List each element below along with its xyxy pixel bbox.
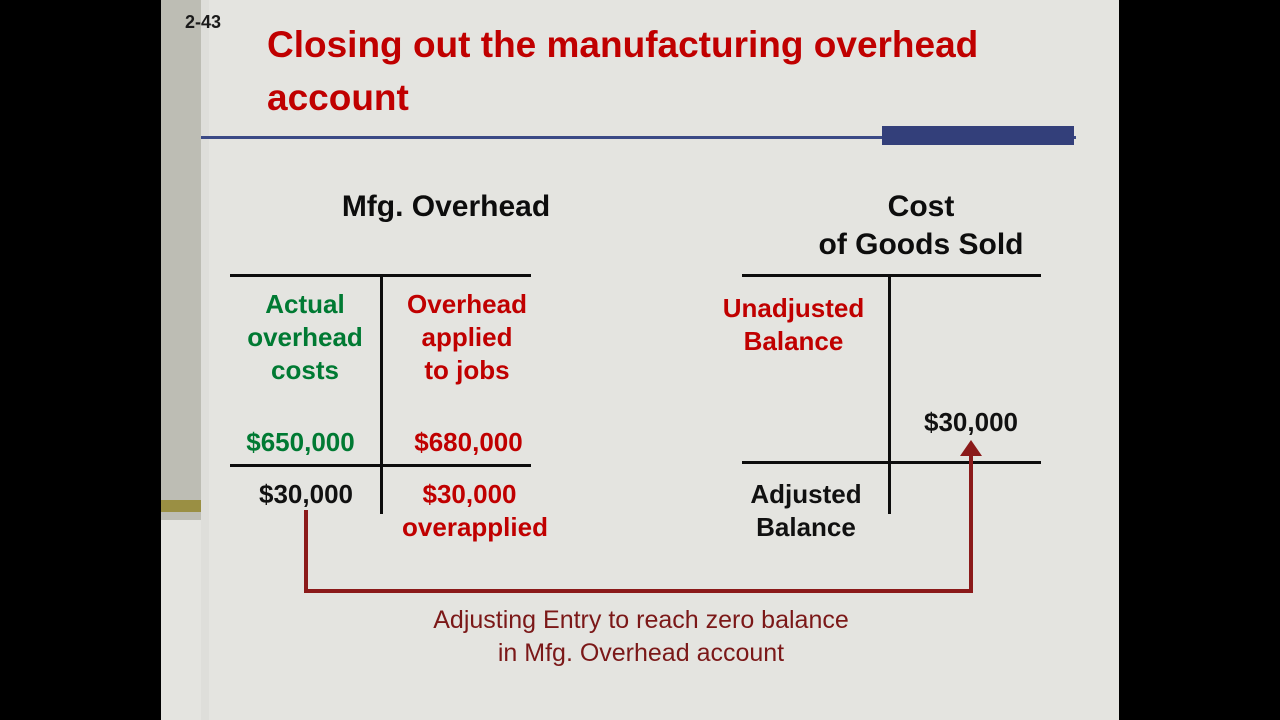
mfg-debit-label: Actual overhead costs: [247, 289, 363, 385]
mfg-adjust-debit-value: $30,000: [259, 479, 353, 509]
mfg-overhead-bottom-rule: [230, 464, 531, 467]
caption-line-2: in Mfg. Overhead account: [497, 639, 785, 667]
sidebar-band-gray: [161, 0, 201, 520]
title-divider-block: [882, 126, 1074, 145]
cogs-bottom-rule: [742, 461, 1041, 464]
mfg-overhead-heading: Mfg. Overhead: [341, 190, 551, 223]
connector-segment-down: [304, 510, 308, 593]
cogs-adjusted-label: Adjusted Balance: [750, 479, 862, 542]
cogs-unadjusted-label: Unadjusted Balance: [722, 293, 865, 356]
connector-segment-horizontal: [304, 589, 973, 593]
caption-line-1: Adjusting Entry to reach zero balance: [433, 606, 849, 634]
overapplied-note: overapplied: [402, 512, 548, 542]
connector-segment-up: [969, 452, 973, 593]
presentation-slide: [161, 0, 1119, 720]
slide-caption: [281, 604, 1001, 670]
cogs-unadjusted-amount: $30,000: [924, 407, 1018, 437]
mfg-credit-value: $680,000: [414, 427, 523, 457]
mfg-credit-label: Overhead applied to jobs: [407, 289, 527, 385]
cogs-heading: Cost of Goods Sold: [818, 190, 1024, 261]
slide-title: Closing out the manufacturing overhead account: [267, 24, 979, 118]
mfg-adjust-credit-value: $30,000: [422, 479, 517, 509]
cogs-top-rule: [742, 274, 1041, 277]
mfg-debit-value: $650,000: [246, 427, 355, 457]
connector-arrowhead-icon: [960, 440, 982, 456]
sidebar-band-gold: [161, 500, 201, 512]
sidebar-band-light: [201, 0, 209, 720]
slide-number: 2-43: [185, 12, 222, 32]
